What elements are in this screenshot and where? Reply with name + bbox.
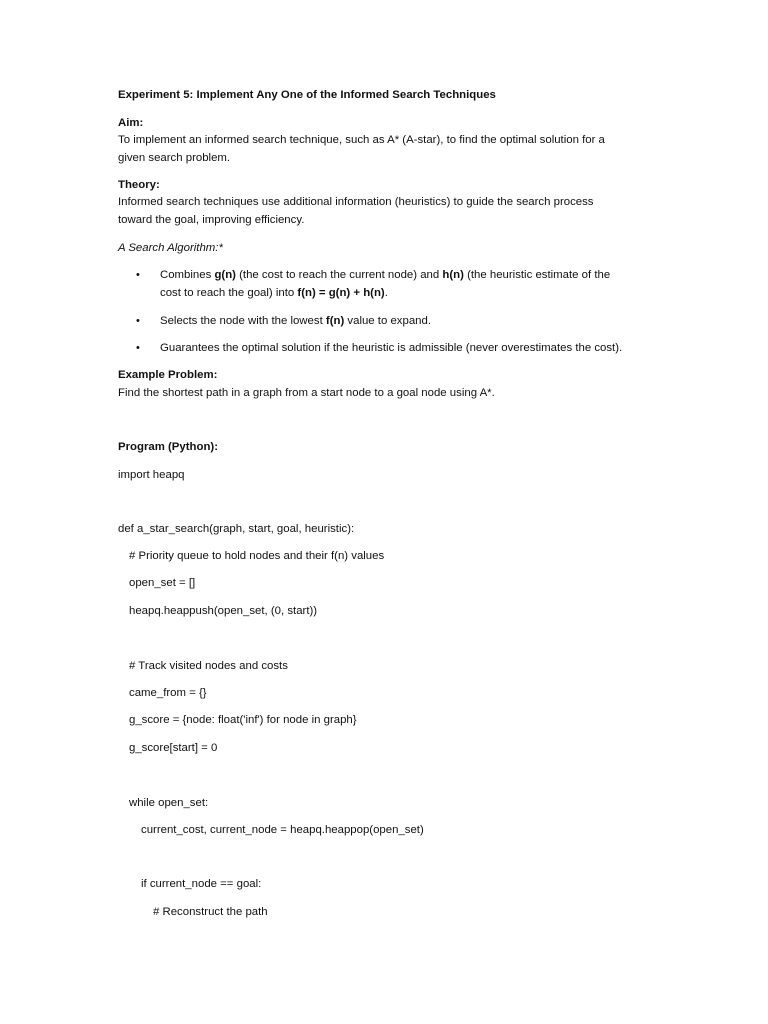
code-line: # Priority queue to hold nodes and their f(n) values <box>129 550 385 562</box>
bullet-icon: • <box>136 269 140 281</box>
code-line: g_score = {node: float('inf') for node in graph} <box>129 714 357 726</box>
bullet-item: Guarantees the optimal solution if the heuristic is admissible (never overestimates the cost). <box>160 342 623 354</box>
code-line: came_from = {} <box>129 687 207 699</box>
theory-heading: Theory: <box>118 179 160 191</box>
aim-text-line: given search problem. <box>118 152 231 164</box>
theory-text-line: Informed search techniques use additional information (heuristics) to guide the search process <box>118 196 594 208</box>
code-line: open_set = [] <box>129 577 196 589</box>
theory-text-line: toward the goal, improving efficiency. <box>118 214 305 226</box>
bullet-icon: • <box>136 315 140 327</box>
code-line: # Track visited nodes and costs <box>129 660 288 672</box>
example-text: Find the shortest path in a graph from a start node to a goal node using A*. <box>118 387 495 399</box>
bullet-icon: • <box>136 342 140 354</box>
bullet-item: Selects the node with the lowest f(n) value to expand. <box>160 315 432 327</box>
code-line: current_cost, current_node = heapq.heappop(open_set) <box>141 824 424 836</box>
code-line: # Reconstruct the path <box>153 906 268 918</box>
example-heading: Example Problem: <box>118 369 218 381</box>
code-line: while open_set: <box>129 797 209 809</box>
code-line: import heapq <box>118 469 185 481</box>
algorithm-heading: A Search Algorithm:* <box>118 242 223 254</box>
code-line: heapq.heappush(open_set, (0, start)) <box>129 605 318 617</box>
bullet-item-continuation: cost to reach the goal) into f(n) = g(n) + h(n). <box>160 287 388 299</box>
code-line: def a_star_search(graph, start, goal, heuristic): <box>118 523 355 535</box>
document-title: Experiment 5: Implement Any One of the Informed Search Techniques <box>118 89 496 101</box>
program-heading: Program (Python): <box>118 441 218 453</box>
aim-text-line: To implement an informed search technique, such as A* (A-star), to find the optimal solution for a <box>118 134 605 146</box>
aim-heading: Aim: <box>118 117 144 129</box>
code-line: g_score[start] = 0 <box>129 742 218 754</box>
code-line: if current_node == goal: <box>141 878 262 890</box>
bullet-item: Combines g(n) (the cost to reach the current node) and h(n) (the heuristic estimate of the <box>160 269 611 281</box>
